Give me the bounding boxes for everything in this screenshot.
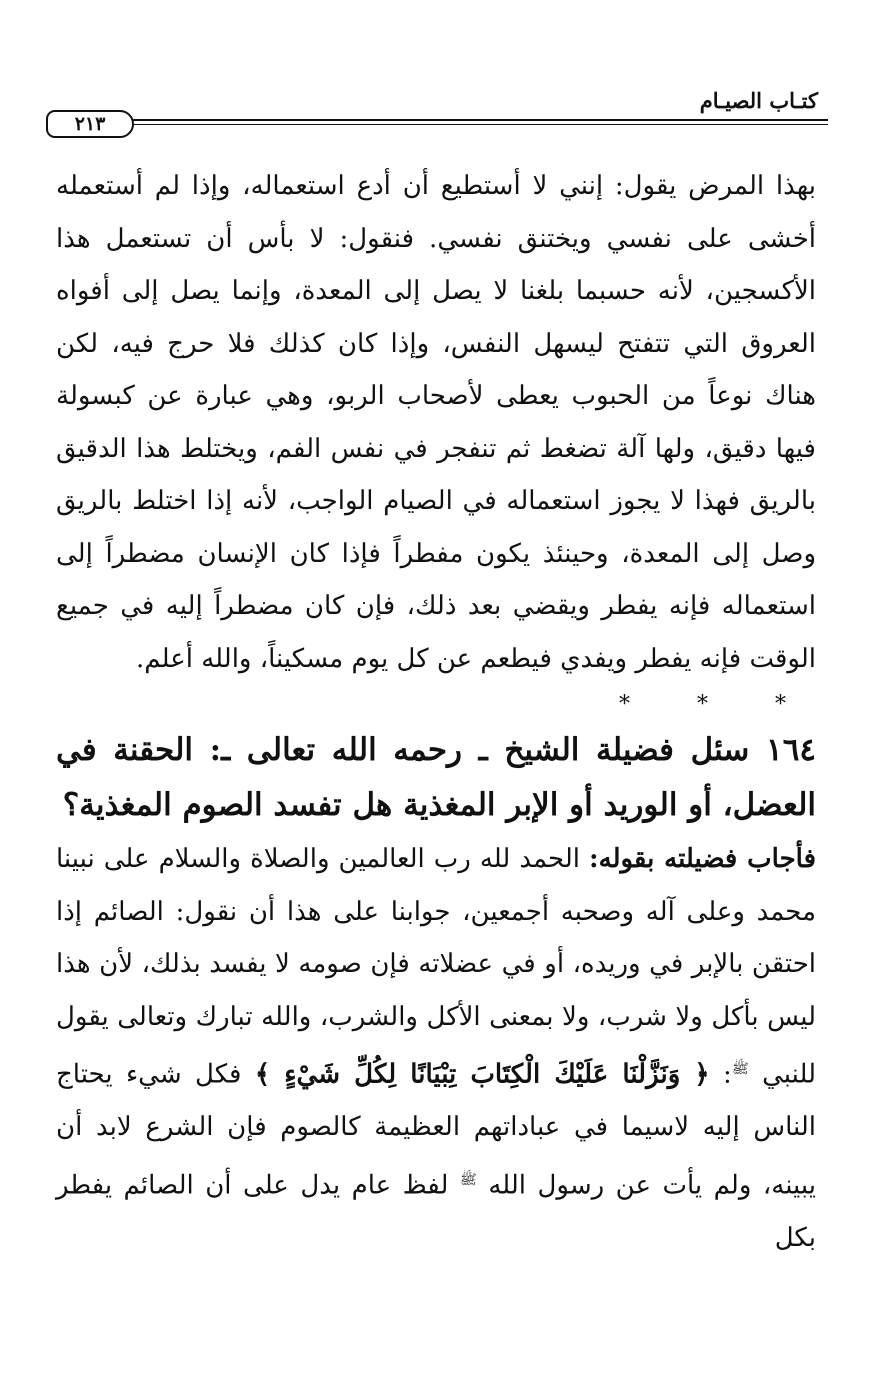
- answer-text-3: لفظ عام يدل على أن الصائم يفطر بكل: [56, 1170, 816, 1253]
- answer-lead: فأجاب فضيلته بقوله:: [589, 844, 817, 874]
- header-rule-thick: [132, 119, 828, 121]
- quran-verse: ﴿ وَنَزَّلْنَا عَلَيْكَ الْكِتَابَ تِبْيَانًا لِكُلِّ شَيْءٍ ﴾: [254, 1059, 710, 1090]
- answer-text-2: فكل شيء يحتاج الناس إليه لاسيما في عباداتهم العظيمة كالصوم فإن الشرع لابد أن يبينه، ولم يأت عن رسول الله: [56, 1059, 816, 1201]
- answer-paragraph: [56, 833, 816, 1264]
- answer-text-1: الحمد لله رب العالمين والصلاة والسلام على نبينا محمد وعلى آله وصحبه أجمعين، جوابنا على هذا أن نقول: الصائم إذا احتقن بالإبر في وريده، أو في عضلاته فإن صومه لا يفسد بذلك، لأن هذا ليس بأكل ولا شرب، ولا بمعنى الأكل والشرب، والله تبارك وتعالى يقول للنبي: [56, 844, 817, 1090]
- header-rule-thin: [132, 124, 828, 125]
- paragraph-continuation: بهذا المرض يقول: إنني لا أستطيع أن أدع استعماله، وإذا لم أستعمله أخشى على نفسي ويختنق نفسي. فنقول: لا بأس أن تستعمل هذا الأكسجين، لأنه حسبما بلغنا لا يصل إلى المعدة، وإنما يصل إلى أفواه العروق التي تتفتح ليسهل النفس، وإذا كان كذلك فلا حرج فيه، لكن هناك نوعاً من الحبوب يعطى لأصحاب الربو، وهي عبارة عن كبسولة فيها دقيق، ولها آلة تضغط ثم تنفجر في نفس الفم، ويختلط هذا الدقيق بالريق فهذا لا يجوز استعماله في الصيام الواجب، لأنه إذا اختلط بالريق وصل إلى المعدة، وحينئذ يكون مفطراً فإذا كان الإنسان مضطراً إلى استعماله فإنه يفطر ويقضي بعد ذلك، فإن كان مضطراً إليه في جميع الوقت فإنه يفطر ويفدي فيطعم عن كل يوم مسكيناً، والله أعلم.: [56, 171, 816, 674]
- page-body: [56, 160, 816, 1264]
- section-separator: * * *: [619, 692, 816, 717]
- answer-colon: :: [723, 1059, 732, 1090]
- question-heading: ١٦٤ سئل فضيلة الشيخ ـ رحمه الله تعالى ـ: الحقنة في العضل، أو الوريد أو الإبر المغذية هل تفسد الصوم المغذية؟: [56, 732, 816, 823]
- page-number: ٢١٣: [46, 110, 134, 138]
- honorific-2: ﷺ: [459, 1171, 477, 1188]
- book-title: كتـاب الصيـام: [699, 88, 818, 113]
- honorific-1: ﷺ: [731, 1061, 749, 1077]
- page-header: [46, 88, 828, 148]
